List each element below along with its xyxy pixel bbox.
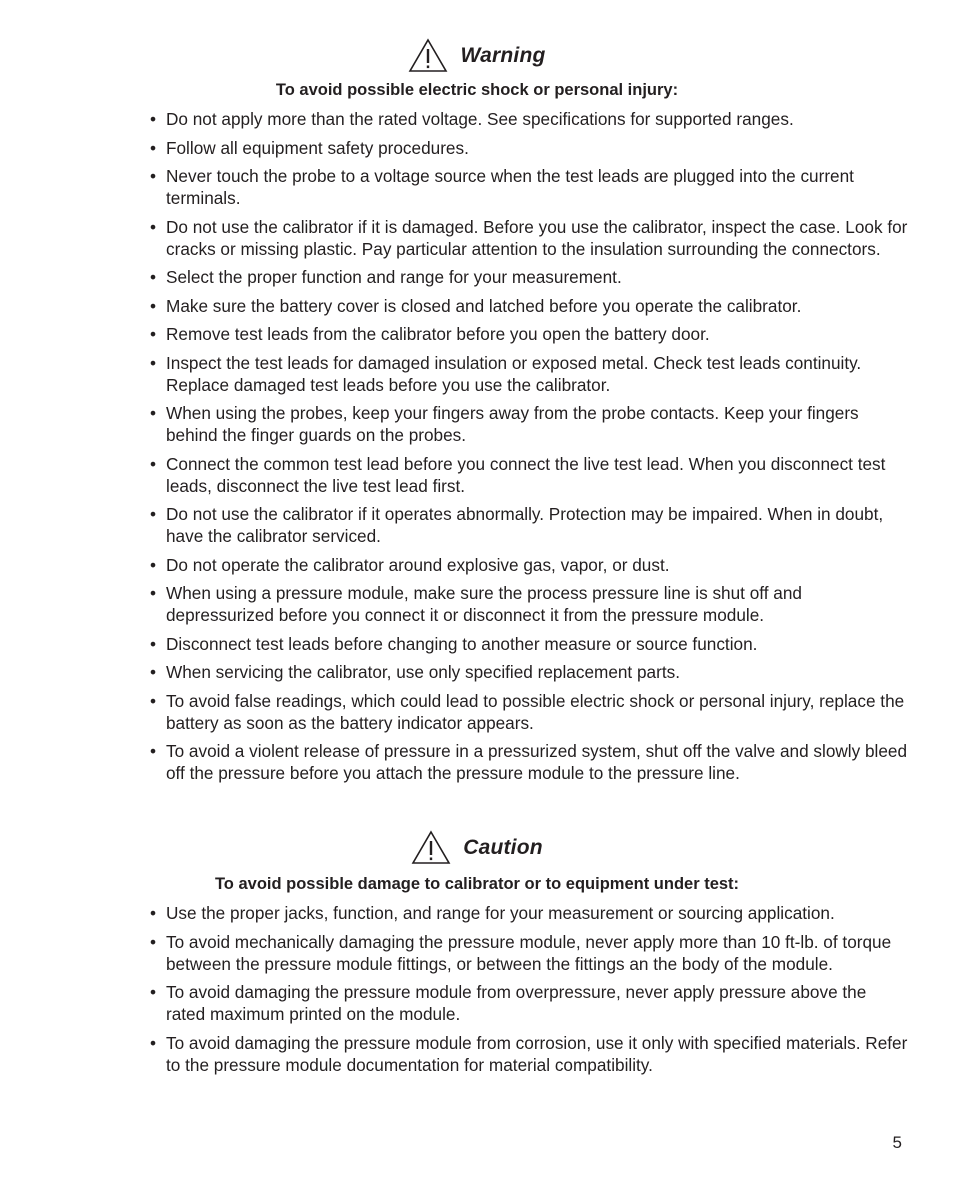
warning-triangle-icon [411,830,451,866]
bullet-icon: • [150,352,157,373]
list-item [150,323,910,345]
list-item [150,931,910,975]
warning-item-text: Do not use the calibrator if it operates abnormally. Protection may be impaired. When in doubt, have the calibrator serviced. [166,504,884,546]
bullet-icon: • [150,109,157,129]
warning-item-text: To avoid a violent release of pressure in a pressurized system, shut off the valve and slowly bleed off the pressure before you attach the pressure module to the pressure line. [166,741,908,783]
warning-item-text: Follow all equipment safety procedures. [166,137,469,158]
warning-item-text: Make sure the battery cover is closed and latched before you operate the calibrator. [166,295,802,316]
bullet-icon: • [150,662,157,682]
bullet-icon: • [150,216,157,237]
warning-item-text: Connect the common test lead before you connect the live test lead. When you disconnect test leads, disconnect the live test lead first. [166,453,886,496]
warning-item-text: Never touch the probe to a voltage source when the test leads are plugged into the current terminals. [166,166,854,208]
bullet-icon: • [150,504,157,524]
warning-item-text: Do not use the calibrator if it is damaged. Before you use the calibrator, inspect the case. Look for cracks or missing plastic. Pay particular attention to the insulation surrounding the connectors. [166,216,908,259]
list-item [150,633,910,655]
warning-item-text: Disconnect test leads before changing to another measure or source function. [166,633,758,654]
warning-triangle-icon [408,38,448,74]
caution-item-text: To avoid damaging the pressure module from corrosion, use it only with specified materials. Refer to the pressure module documentation for material compatibility. [166,1032,908,1075]
warning-heading [0,38,954,74]
warning-list [150,108,910,791]
bullet-icon: • [150,554,157,575]
caution-list [150,902,910,1082]
warning-title: Warning [460,44,546,67]
bullet-icon: • [150,453,157,474]
list-item [150,740,910,784]
caution-item-text: Use the proper jacks, function, and range for your measurement or sourcing application. [166,903,835,923]
list-item [150,295,910,317]
bullet-icon: • [150,403,157,423]
list-item [150,503,910,547]
list-item [150,661,910,683]
bullet-icon: • [150,741,157,761]
warning-item-text: To avoid false readings, which could lead to possible electric shock or personal injury, replace the battery as soon as the battery indicator appears. [166,690,905,733]
list-item [150,352,910,396]
caution-heading [0,830,954,866]
warning-subtitle: To avoid possible electric shock or personal injury: [275,81,679,99]
list-item [150,1032,910,1076]
warning-item-text: When using the probes, keep your fingers away from the probe contacts. Keep your fingers behind the finger guards on the probes. [166,403,859,445]
bullet-icon: • [150,137,157,158]
list-item [150,582,910,626]
list-item [150,981,910,1025]
list-item [150,554,910,576]
warning-item-text: When using a pressure module, make sure the process pressure line is shut off and depressurized before you connect it or disconnect it from the pressure module. [166,583,802,625]
bullet-icon: • [150,982,157,1002]
bullet-icon: • [150,166,157,186]
bullet-icon: • [150,583,157,603]
caution-title: Caution [463,836,543,859]
list-item [150,216,910,260]
list-item [150,266,910,288]
caution-item-text: To avoid mechanically damaging the pressure module, never apply more than 10 ft-lb. of torque between the pressure module fittings, or between the fittings an the body of the module. [166,931,892,974]
bullet-icon: • [150,633,157,654]
bullet-icon: • [150,690,157,711]
warning-item-text: When servicing the calibrator, use only specified replacement parts. [166,662,680,682]
list-item [150,137,910,159]
list-item [150,690,910,734]
warning-item-text: Select the proper function and range for your measurement. [166,267,622,287]
list-item [150,165,910,209]
caution-subtitle: To avoid possible damage to calibrator or to equipment under test: [214,875,740,893]
list-item [150,902,910,924]
warning-item-text: Inspect the test leads for damaged insulation or exposed metal. Check test leads continuity. Replace damaged test leads before you use the calibrator. [166,352,862,395]
bullet-icon: • [150,295,157,316]
list-item [150,453,910,497]
bullet-icon: • [150,903,157,923]
warning-item-text: Do not operate the calibrator around explosive gas, vapor, or dust. [166,554,670,575]
bullet-icon: • [150,931,157,952]
bullet-icon: • [150,324,157,344]
page-number: 5 [892,1133,902,1152]
caution-item-text: To avoid damaging the pressure module from overpressure, never apply pressure above the rated maximum printed on the module. [166,982,867,1024]
list-item [150,402,910,446]
bullet-icon: • [150,1032,157,1053]
warning-item-text: Remove test leads from the calibrator before you open the battery door. [166,324,710,344]
warning-item-text: Do not apply more than the rated voltage. See specifications for supported ranges. [166,109,794,129]
list-item [150,108,910,130]
bullet-icon: • [150,267,157,287]
